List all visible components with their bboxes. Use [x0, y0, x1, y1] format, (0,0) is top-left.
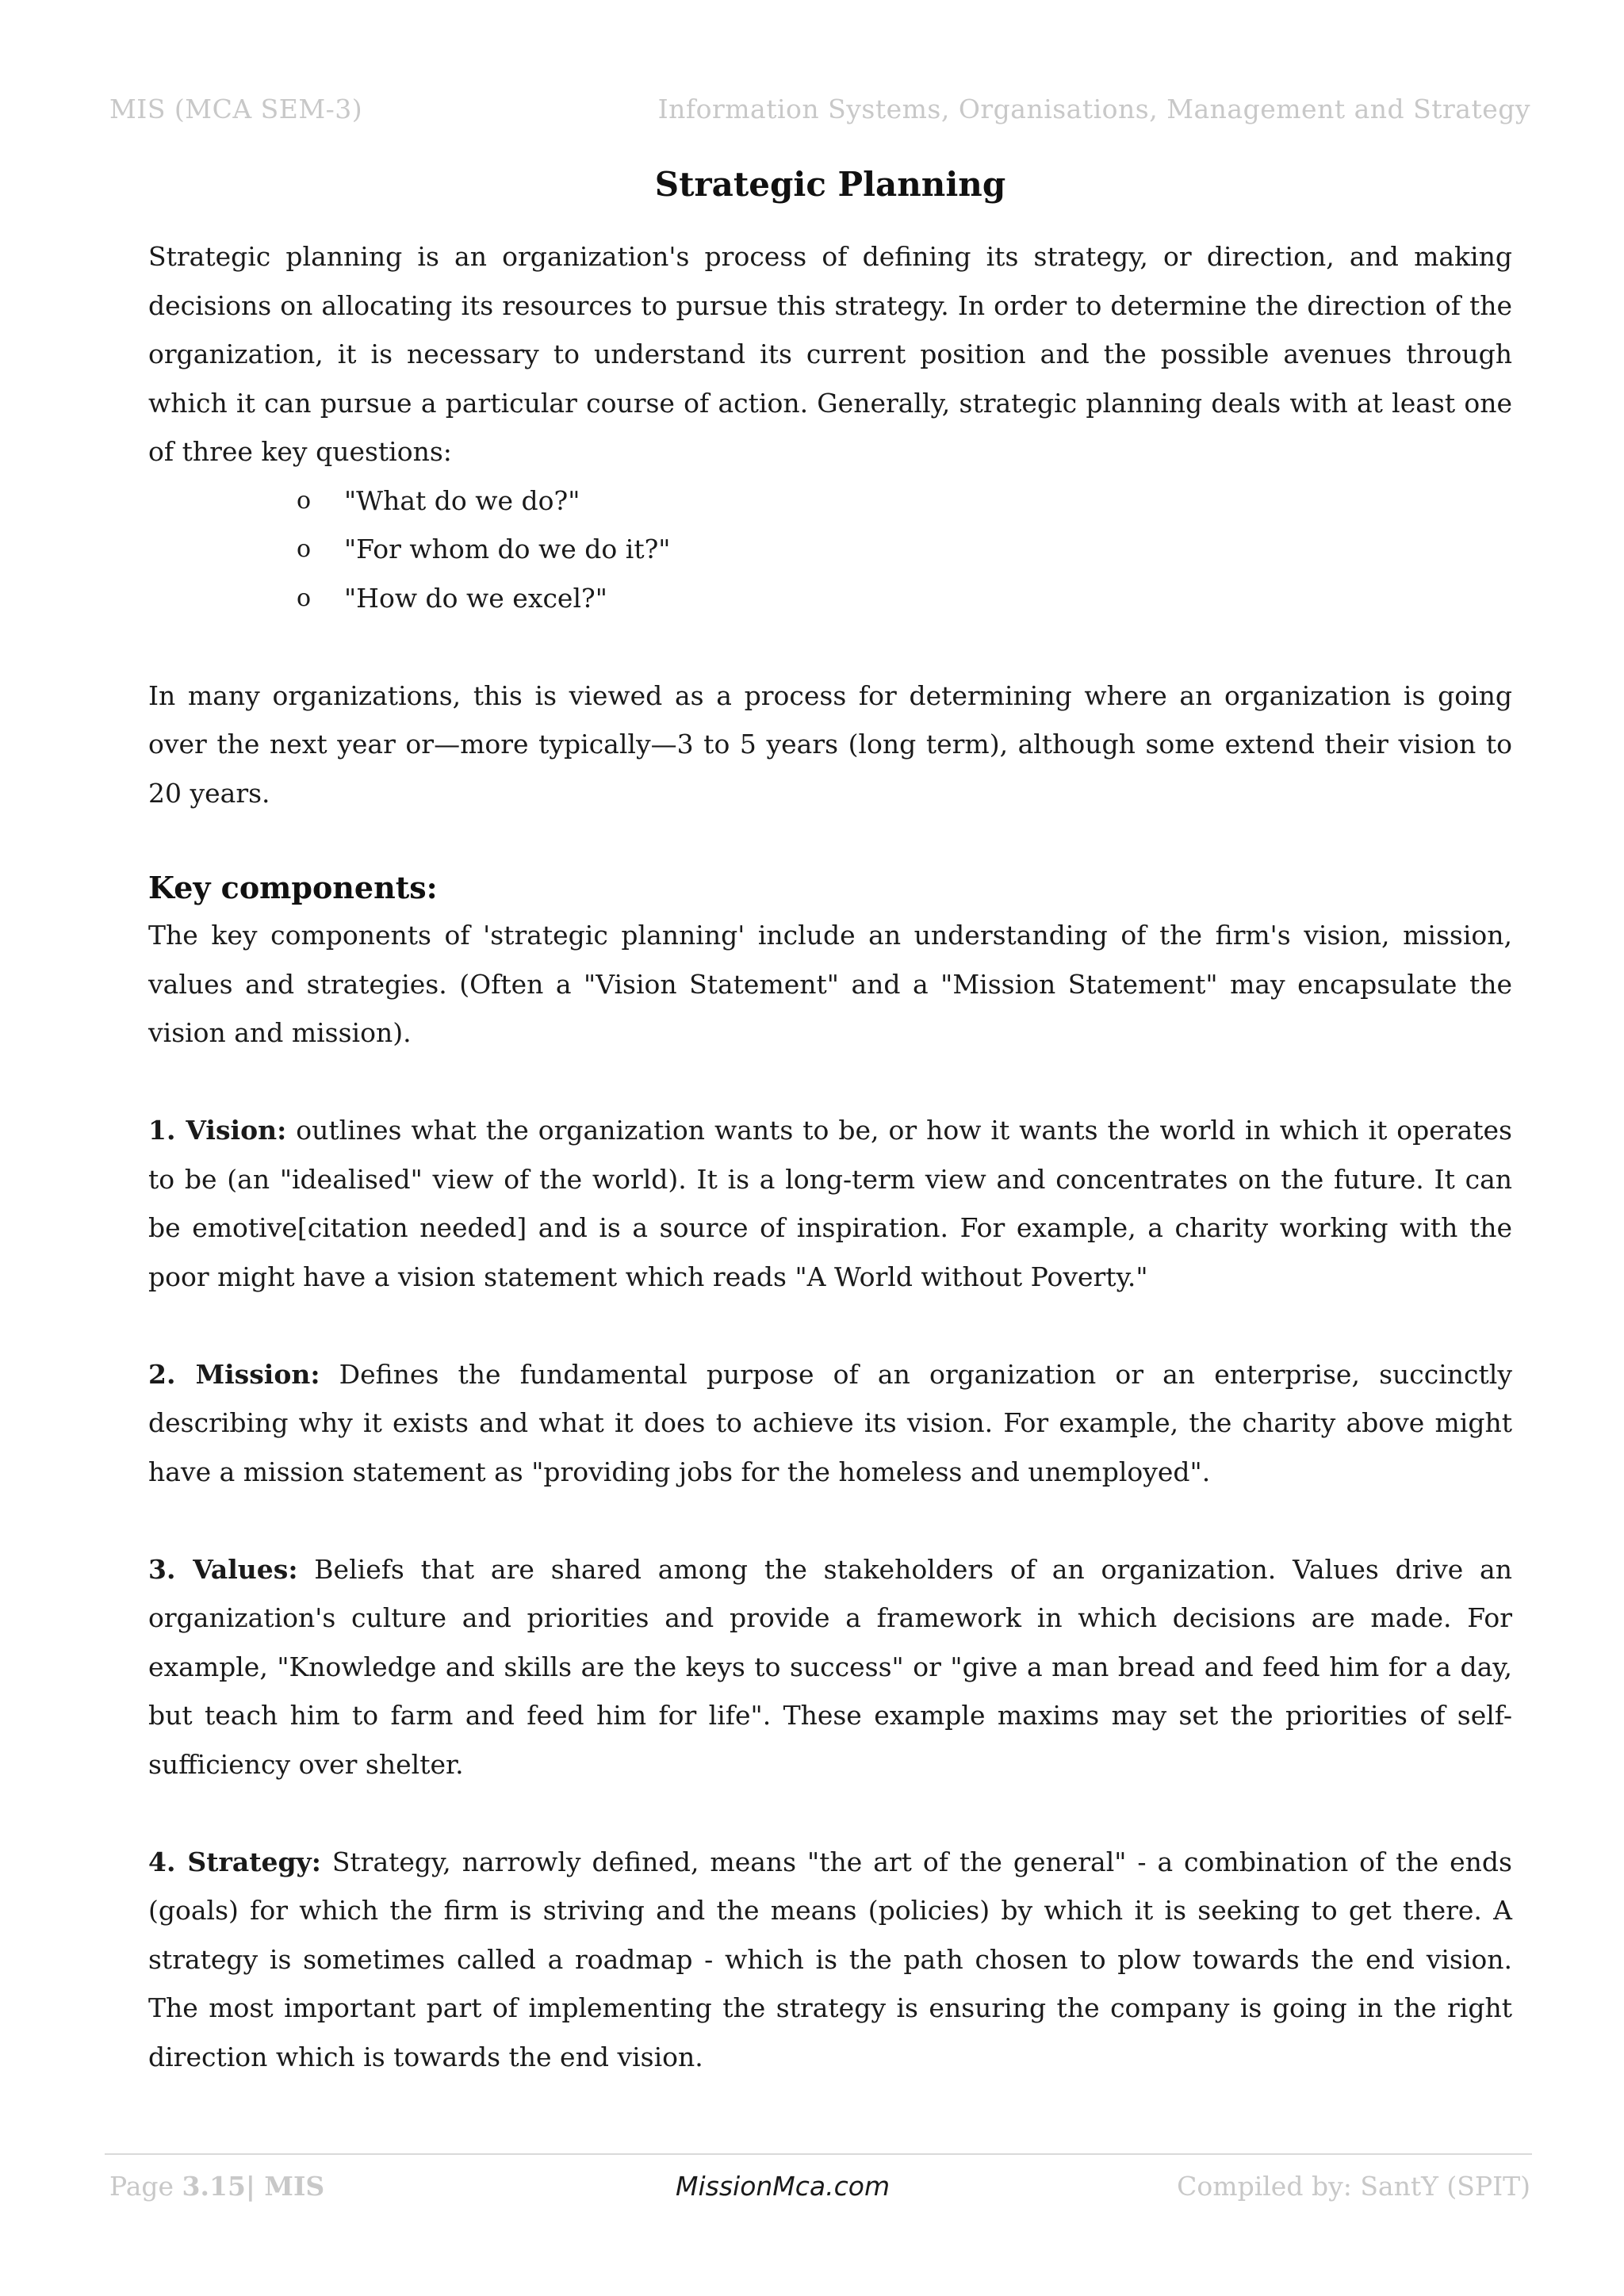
footer-compiler: Compiled by: SantY (SPIT) [1177, 2171, 1530, 2202]
key-components-intro: The key components of 'strategic planning' include an understanding of the firm's vision, mission, values and strategies. (Often a "Vision Statement" and a "Mission Statement" may encapsulate the vision and mission). [148, 920, 1512, 1048]
component-mission [148, 1350, 1512, 1497]
header-chapter: Information Systems, Organisations, Management and Strategy [657, 94, 1530, 124]
list-item [148, 574, 1512, 623]
page-number: 3.15 [182, 2171, 246, 2202]
intro-paragraph: Strategic planning is an organization's process of defining its strategy, or direction, and making decisions on allocating its resources to pursue this strategy. In order to determine the direction of the organization, it is necessary to understand its current position and the possible avenues through which it can pursue a particular course of action. Generally, strategic planning deals with at least one of three key questions: [148, 241, 1512, 467]
header-course: MIS (MCA SEM-3) [109, 94, 363, 124]
question-text: "How do we excel?" [344, 582, 607, 614]
component-values [148, 1545, 1512, 1789]
question-text: "What do we do?" [344, 484, 580, 516]
list-item [148, 476, 1512, 526]
component-text: Beliefs that are shared among the stakeholders of an organization. Values drive an organization's culture and priorities and provide a framework in which decisions are made. For example, "Knowledge and skills are the keys to success" or "give a man bread and feed him for a day, but teach him to farm and feed him for life". These example maxims may set the priorities of self-sufficiency over shelter. [148, 1553, 1512, 1780]
page-content [148, 165, 1512, 2081]
page-suffix: | MIS [245, 2171, 325, 2202]
component-label: 4. Strategy: [148, 1846, 321, 1877]
footer-divider [105, 2153, 1532, 2155]
list-item [148, 525, 1512, 574]
component-vision [148, 1106, 1512, 1301]
page-prefix: Page [109, 2171, 182, 2202]
footer-page-number [109, 2171, 324, 2202]
key-components-heading: Key components: [148, 870, 438, 905]
component-label: 1. Vision: [148, 1115, 287, 1146]
missionmca-logo: MissionMca.com [676, 2171, 891, 2202]
bullet: o [297, 535, 312, 563]
question-text: "For whom do we do it?" [344, 534, 671, 564]
component-text: Defines the fundamental purpose of an organization or an enterprise, succinctly describing why it exists and what it does to achieve its vision. For example, the charity above might have a mission statement as "providing jobs for the homeless and unemployed". [148, 1358, 1512, 1487]
bullet: o [297, 486, 312, 515]
page-title: Strategic Planning [654, 165, 1006, 204]
component-strategy [148, 1838, 1512, 2082]
component-text: Strategy, narrowly defined, means "the art of the general" - a combination of the ends (goals) for which the firm is striving and the means (policies) by which it is seeking to get there. A strategy is sometimes called a roadmap - which is the path chosen to plow towards the end vision. The most important part of implementing the strategy is ensuring the company is going in the right direction which is towards the end vision. [148, 1846, 1512, 2072]
component-label: 2. Mission: [148, 1358, 320, 1390]
planning-horizon-paragraph: In many organizations, this is viewed as a process for determining where an organization is going over the next year or—more typically—3 to 5 years (long term), although some extend their vision to 20 years. [148, 679, 1512, 809]
bullet: o [297, 584, 312, 612]
key-questions-list [148, 476, 1512, 623]
component-label: 3. Values: [148, 1553, 298, 1585]
component-text: outlines what the organization wants to be, or how it wants the world in which it operates to be (an "idealised" view of the world). It is a long-term view and concentrates on the future. It can be emotive[citation needed] and is a source of inspiration. For example, a charity working with the poor might have a vision statement which reads "A World without Poverty." [148, 1115, 1512, 1292]
